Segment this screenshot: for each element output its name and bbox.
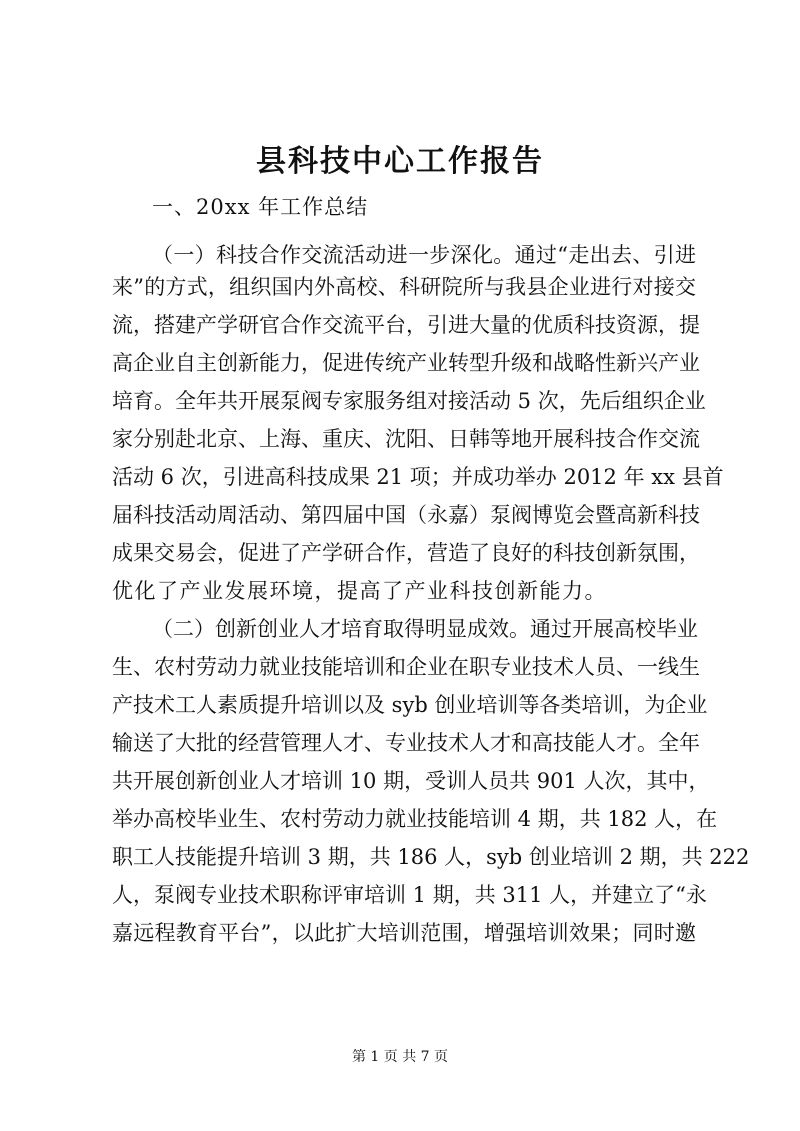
page-number-footer: 第 1 页 共 7 页 bbox=[351, 1049, 449, 1065]
paragraph-line: 优化了产业发展环境，提高了产业科技创新能力。 bbox=[112, 579, 607, 603]
paragraph-line: 流，搭建产学研官合作交流平台，引进大量的优质科技资源，提 bbox=[112, 313, 700, 337]
paragraph-line: 输送了大批的经营管理人才、专业技术人才和高技能人才。全年 bbox=[112, 731, 700, 755]
paragraph-line: 嘉远程教育平台”，以此扩大培训范围，增强培训效果；同时邀 bbox=[112, 921, 696, 945]
paragraph-line: 高企业自主创新能力，促进传统产业转型升级和战略性新兴产业 bbox=[112, 351, 700, 375]
paragraph-line: 来”的方式，组织国内外高校、科研院所与我县企业进行对接交 bbox=[112, 275, 696, 299]
paragraph-line: 培育。全年共开展泵阀专家服务组对接活动 5 次，先后组织企业 bbox=[112, 389, 706, 413]
section-heading: 一、20xx 年工作总结 bbox=[152, 195, 369, 219]
paragraph-line: 产技术工人素质提升培训以及 syb 创业培训等各类培训，为企业 bbox=[112, 693, 708, 717]
paragraph-line: （一）科技合作交流活动进一步深化。通过“走出去、引进 bbox=[152, 243, 696, 267]
paragraph-line: 生、农村劳动力就业技能培训和企业在职专业技术人员、一线生 bbox=[112, 655, 700, 679]
paragraph-line: 成果交易会，促进了产学研合作，营造了良好的科技创新氛围， bbox=[112, 541, 700, 565]
paragraph-line: 活动 6 次，引进高科技成果 21 项；并成功举办 2012 年 xx 县首 bbox=[112, 465, 724, 489]
paragraph-line: 共开展创新创业人才培训 10 期，受训人员共 901 人次，其中， bbox=[112, 769, 710, 793]
paragraph-line: 举办高校毕业生、农村劳动力就业技能培训 4 期，共 182 人，在 bbox=[112, 807, 718, 831]
paragraph-line: 届科技活动周活动、第四届中国（永嘉）泵阀博览会暨高新科技 bbox=[112, 503, 700, 527]
paragraph-line: （二）创新创业人才培育取得明显成效。通过开展高校毕业 bbox=[152, 617, 698, 641]
paragraph-line: 家分别赴北京、上海、重庆、沈阳、日韩等地开展科技合作交流 bbox=[112, 427, 700, 451]
paragraph-line: 人，泵阀专业技术职称评审培训 1 期，共 311 人，并建立了“永 bbox=[112, 883, 707, 907]
document-title: 县科技中心工作报告 bbox=[256, 144, 544, 179]
paragraph-line: 职工人技能提升培训 3 期，共 186 人，syb 创业培训 2 期，共 222 bbox=[112, 845, 750, 869]
